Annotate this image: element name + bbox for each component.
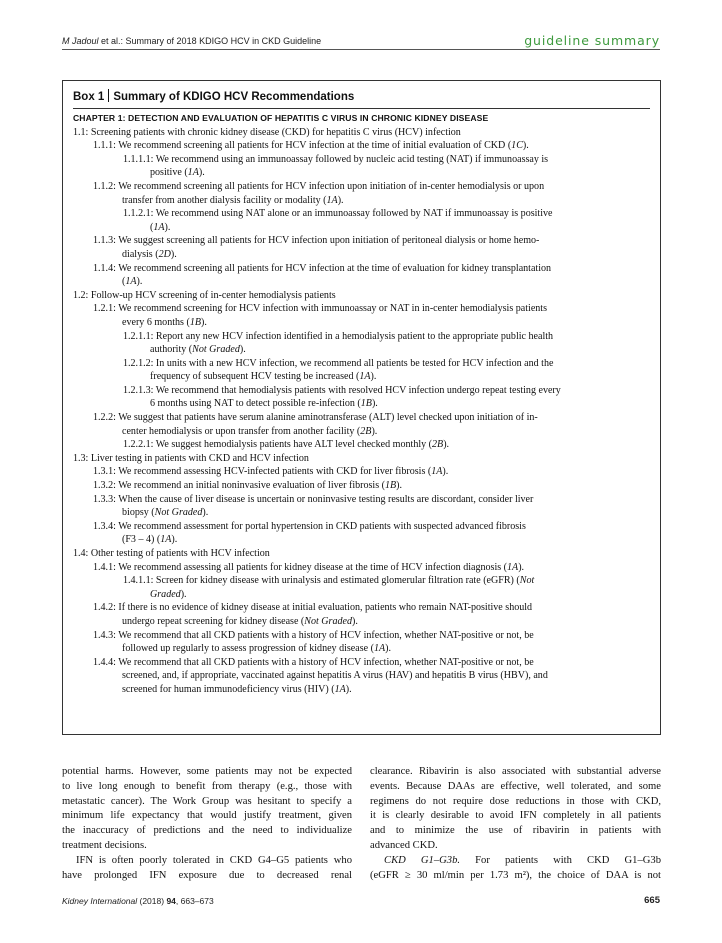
grade-close: ). xyxy=(337,194,344,206)
recommendation-line xyxy=(63,357,660,371)
recommendation-line xyxy=(63,166,660,180)
body-text-line xyxy=(62,869,352,884)
recommendation-text: 1.4.4: We recommend that all CKD patients with a history of HCV infection, whether NAT-positive or not, be xyxy=(93,656,534,668)
grade-close: ). xyxy=(352,615,358,627)
recommendation-text: 1.1: Screening patients with chronic kidney disease (CKD) for hepatitis C virus (HCV) infection xyxy=(73,126,461,138)
recommendation-line xyxy=(63,547,660,561)
body-text: potential harms. However, some patients may not be expected xyxy=(62,766,352,777)
grade-close: ). xyxy=(385,643,391,655)
recommendation-text: transfer from another dialysis facility or modality ( xyxy=(122,194,327,206)
recommendation-line xyxy=(63,629,660,643)
body-text-line xyxy=(370,780,661,795)
evidence-grade: 1A xyxy=(373,643,386,655)
grade-close: ). xyxy=(371,398,378,410)
footer-journal: Kidney International xyxy=(62,896,138,906)
body-text-line xyxy=(62,854,352,869)
recommendation-line xyxy=(63,316,660,330)
recommendation-line xyxy=(63,438,660,452)
recommendation-text: 1.3.4: We recommend assessment for portal hypertension in CKD patients with suspected advanced fibrosis xyxy=(93,520,526,532)
recommendation-line xyxy=(63,493,660,507)
body-text: clearance. Ribavirin is also associated with substantial adverse xyxy=(370,766,661,777)
grade-close: ). xyxy=(200,316,207,328)
evidence-grade: 1A xyxy=(160,534,172,546)
grade-close: ). xyxy=(345,683,352,695)
grade-close: ). xyxy=(136,276,143,288)
header-authors: M Jadoul xyxy=(62,36,99,46)
recommendation-line xyxy=(63,601,660,615)
recommendation-text: 1.3.1: We recommend assessing HCV-infected patients with CKD for liver fibrosis ( xyxy=(93,466,432,478)
recommendation-line xyxy=(63,262,660,276)
body-text: events. Because DAAs are effective, well tolerated, and some xyxy=(370,780,661,792)
recommendation-line xyxy=(63,615,660,629)
footer-pages: , 663–673 xyxy=(175,896,214,906)
box-title xyxy=(73,89,354,103)
recommendation-line xyxy=(63,533,660,547)
recommendation-line xyxy=(63,588,660,602)
box-heading: Summary of KDIGO HCV Recommendations xyxy=(113,91,355,103)
recommendation-line xyxy=(63,180,660,194)
recommendation-text: 1.1.2: We recommend screening all patients for HCV infection upon initiation of in-center hemodialysis or upon xyxy=(93,180,545,192)
recommendation-text: every 6 months ( xyxy=(122,316,190,328)
body-column-left xyxy=(62,765,352,883)
footer-volume: 94 xyxy=(166,896,176,906)
box-title-divider xyxy=(73,108,650,109)
recommendation-line xyxy=(63,656,660,670)
recommendation-text: positive ( xyxy=(150,167,188,179)
grade-close: ). xyxy=(170,248,177,260)
body-text-line xyxy=(62,765,352,780)
recommendation-line xyxy=(63,561,660,575)
section-label: guideline summary xyxy=(524,33,660,48)
header-citation xyxy=(62,36,321,46)
recommendation-text: dialysis ( xyxy=(122,248,159,260)
body-text: the inaccuracy of predictions and the need to individualize xyxy=(62,825,352,837)
evidence-grade: 2B xyxy=(432,439,444,451)
grade-close: ). xyxy=(164,221,171,233)
evidence-grade: 1C xyxy=(511,140,523,152)
body-text-line xyxy=(62,824,352,839)
recommendation-line xyxy=(63,248,660,262)
box-title-separator xyxy=(108,89,109,102)
recommendation-text: screened, and, if appropriate, vaccinated against hepatitis A virus (HAV) and hepatitis B virus (HBV), and xyxy=(122,670,548,682)
recommendation-text: 1.2: Follow-up HCV screening of in-center hemodialysis patients xyxy=(73,289,336,301)
recommendation-text: center hemodialysis or upon transfer from another facility ( xyxy=(122,425,361,437)
recommendation-text: CHAPTER 1: DETECTION AND EVALUATION OF HEPATITIS C VIRUS IN CHRONIC KIDNEY DISEASE xyxy=(73,113,489,123)
recommendation-text: 1.1.4: We recommend screening all patients for HCV infection at the time of evaluation for kidney transplantation xyxy=(93,262,552,274)
grade-close: ). xyxy=(396,480,402,492)
evidence-grade: Not Graded xyxy=(154,507,203,519)
recommendation-line xyxy=(63,194,660,208)
recommendation-text: frequency of subsequent HCV testing be increased ( xyxy=(150,371,360,383)
recommendation-line xyxy=(63,506,660,520)
body-text-line xyxy=(370,854,661,869)
evidence-grade: 1A xyxy=(187,167,199,179)
recommendation-text: 1.3.2: We recommend an initial noninvasive evaluation of liver fibrosis ( xyxy=(93,480,385,492)
body-text: metastatic cancer). The Work Group was hesitant to specify a xyxy=(62,795,352,807)
body-text-line xyxy=(370,839,661,854)
run-in-heading: CKD G1–G3b. xyxy=(384,854,461,866)
grade-close: ). xyxy=(202,507,209,519)
header-title: et al.: Summary of 2018 KDIGO HCV in CKD Guideline xyxy=(98,36,322,46)
recommendation-text: (F3 – 4) ( xyxy=(122,534,161,546)
recommendation-text: 1.2.1.2: In units with a new HCV infection, we recommend all patients be tested for HCV infection and the xyxy=(123,357,554,369)
body-text: advanced CKD. xyxy=(370,839,438,851)
recommendation-text: 1.4.1: We recommend assessing all patients for kidney disease at the time of HCV infection diagnosis ( xyxy=(93,561,508,573)
recommendation-line xyxy=(63,139,660,153)
evidence-grade: 1B xyxy=(189,316,201,328)
recommendation-line xyxy=(63,520,660,534)
grade-close: ). xyxy=(180,588,187,600)
recommendation-text: 1.2.1: We recommend screening for HCV infection with immunoassay or NAT in in-center hemodialysis patients xyxy=(93,303,547,315)
evidence-grade: 2B xyxy=(360,425,372,437)
recommendation-text: 1.2.1.3: We recommend that hemodialysis patients with resolved HCV infection undergo repeat testing every xyxy=(123,384,561,396)
recommendation-text: 1.4.1.1: Screen for kidney disease with urinalysis and estimated glomerular filtration rate (eGFR) ( xyxy=(123,575,520,587)
recommendation-line xyxy=(63,479,660,493)
grade-close: ). xyxy=(370,371,377,383)
box-content xyxy=(63,112,660,697)
evidence-grade: Not Graded xyxy=(192,344,240,356)
recommendation-text: ( xyxy=(150,221,154,233)
body-text: and to minimize the use of ribavirin in patients with xyxy=(370,825,661,837)
grade-close: ). xyxy=(522,140,529,152)
header-divider xyxy=(62,49,660,50)
body-text-line xyxy=(62,780,352,795)
body-text: it is clearly desirable to avoid IFN completely in all patients xyxy=(370,810,661,822)
body-text: have prolonged IFN exposure due to decreased renal xyxy=(62,869,352,881)
footer-citation xyxy=(62,896,214,906)
recommendation-text: 1.1.1.1: We recommend using an immunoassay followed by nucleic acid testing (NAT) if immunoassay is xyxy=(123,153,549,165)
recommendation-line xyxy=(63,397,660,411)
body-column-right xyxy=(370,765,661,883)
recommendation-text: 6 months using NAT to detect possible re-infection ( xyxy=(150,398,361,410)
recommendation-text: followed up regularly to assess progression of kidney disease ( xyxy=(122,643,374,655)
recommendation-line xyxy=(63,234,660,248)
body-text-line xyxy=(370,765,661,780)
page-number: 665 xyxy=(644,895,660,906)
recommendation-text: 1.4.3: We recommend that all CKD patients with a history of HCV infection, whether NAT-positive or not, be xyxy=(93,629,534,641)
recommendation-line xyxy=(63,465,660,479)
box-label: Box 1 xyxy=(73,91,105,103)
recommendation-line xyxy=(63,275,660,289)
evidence-grade: 2D xyxy=(158,248,171,260)
recommendation-text: undergo repeat screening for kidney disease ( xyxy=(122,615,305,627)
recommendation-line xyxy=(63,425,660,439)
evidence-grade: 1A xyxy=(153,221,165,233)
grade-close: ). xyxy=(371,425,378,437)
recommendation-text: 1.1.3: We suggest screening all patients for HCV infection upon initiation of peritoneal dialysis or home hemo- xyxy=(93,235,540,247)
recommendations-box xyxy=(62,80,661,735)
body-text-line xyxy=(370,869,661,884)
recommendation-text: biopsy ( xyxy=(122,507,155,519)
recommendation-line xyxy=(63,126,660,140)
evidence-grade: 1B xyxy=(360,398,372,410)
evidence-grade: 1B xyxy=(384,480,397,492)
body-text-line xyxy=(370,809,661,824)
evidence-grade: 1A xyxy=(431,466,443,478)
body-text: For patients with CKD G1–G3b xyxy=(460,854,661,866)
footer-year: (2018) xyxy=(137,896,167,906)
chapter-heading xyxy=(63,112,660,126)
grade-close: ). xyxy=(443,439,450,451)
recommendation-line xyxy=(63,452,660,466)
grade-close: ). xyxy=(442,466,449,478)
recommendation-text: 1.2.2.1: We suggest hemodialysis patients have ALT level checked monthly ( xyxy=(123,439,433,451)
body-text: (eGFR ≥ 30 ml/min per 1.73 m²), the choice of DAA is not xyxy=(370,869,661,881)
evidence-grade: Graded xyxy=(150,588,181,600)
recommendation-text: 1.2.2: We suggest that patients have serum alanine aminotransferase (ALT) level checked upon initiation of in- xyxy=(93,412,538,424)
grade-close: ). xyxy=(239,344,246,356)
recommendation-text: 1.4.2: If there is no evidence of kidney disease at initial evaluation, patients who remain NAT-positive should xyxy=(93,602,533,614)
recommendation-line xyxy=(63,207,660,221)
evidence-grade: Not xyxy=(519,575,535,587)
recommendation-text: 1.3: Liver testing in patients with CKD and HCV infection xyxy=(73,452,309,464)
recommendation-text: 1.4: Other testing of patients with HCV infection xyxy=(73,548,270,559)
recommendation-line xyxy=(63,669,660,683)
body-text: to live long enough to benefit from therapy (e.g., those with xyxy=(62,780,352,792)
body-text: treatment decisions. xyxy=(62,839,147,851)
recommendation-line xyxy=(63,302,660,316)
recommendation-line xyxy=(63,642,660,656)
body-text-line xyxy=(62,809,352,824)
evidence-grade: 1A xyxy=(334,683,346,695)
recommendation-text: 1.3.3: When the cause of liver disease is uncertain or noninvasive testing results are discordant, consider liver xyxy=(93,493,534,505)
body-text: IFN is often poorly tolerated in CKD G4–G5 patients who xyxy=(76,854,352,866)
recommendation-text: 1.1.1: We recommend screening all patients for HCV infection at the time of initial evaluation of CKD ( xyxy=(93,140,512,152)
recommendation-line xyxy=(63,343,660,357)
recommendation-text: ( xyxy=(122,276,126,288)
evidence-grade: 1A xyxy=(326,194,338,206)
recommendation-line xyxy=(63,330,660,344)
grade-close: ). xyxy=(171,534,178,546)
recommendation-line xyxy=(63,370,660,384)
body-text-line xyxy=(370,795,661,810)
evidence-grade: Not Graded xyxy=(304,615,352,627)
recommendation-text: 1.2.1.1: Report any new HCV infection identified in a hemodialysis patient to the appropriate public health xyxy=(123,330,554,342)
evidence-grade: 1A xyxy=(359,371,371,383)
recommendation-line xyxy=(63,384,660,398)
recommendation-line xyxy=(63,683,660,697)
recommendation-line xyxy=(63,289,660,303)
body-text: regimens do not require dose reductions in those with CKD, xyxy=(370,795,661,807)
grade-close: ). xyxy=(518,561,525,573)
evidence-grade: 1A xyxy=(125,276,137,288)
body-text-line xyxy=(370,824,661,839)
recommendation-text: 1.1.2.1: We recommend using NAT alone or an immunoassay followed by NAT if immunoassay is positive xyxy=(123,208,553,220)
recommendation-line xyxy=(63,411,660,425)
body-text-line xyxy=(62,839,352,854)
recommendation-line xyxy=(63,153,660,167)
evidence-grade: 1A xyxy=(507,561,519,573)
recommendation-text: screened for human immunodeficiency virus (HIV) ( xyxy=(122,683,335,695)
body-text-line xyxy=(62,795,352,810)
recommendation-text: authority ( xyxy=(150,344,193,356)
body-text: minimum life expectancy that would justify treatment, given xyxy=(62,810,352,822)
recommendation-line xyxy=(63,221,660,235)
grade-close: ). xyxy=(198,167,205,179)
recommendation-line xyxy=(63,574,660,588)
